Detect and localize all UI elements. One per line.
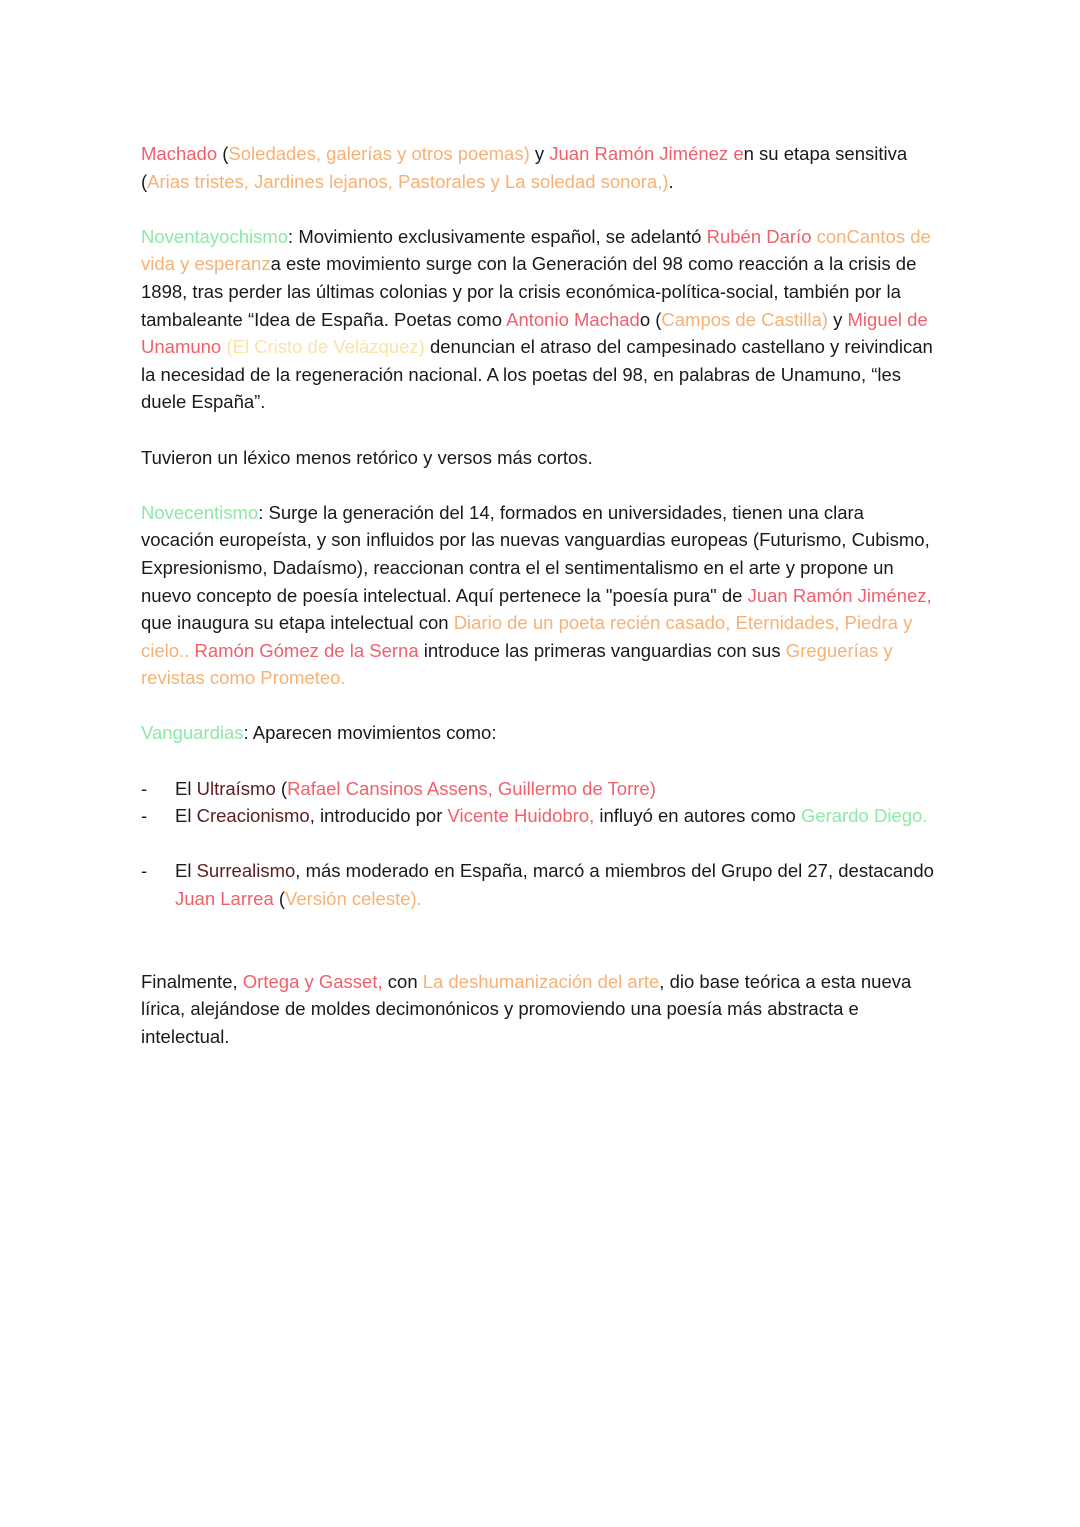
text-segment-text: Tuvieron un léxico menos retórico y versos más cortos.	[141, 446, 593, 468]
text-segment-work: Arias tristes, Jardines lejanos, Pastorales y La soledad sonora,)	[147, 170, 669, 192]
text-segment-work: Campos de Castilla)	[661, 308, 828, 330]
text-segment-author: Ortega y Gasset,	[242, 970, 383, 992]
paragraph-noventayochismo	[141, 223, 941, 416]
text-segment-work: conCantos de vida y esperanz	[141, 225, 931, 275]
paragraph-lexico	[141, 444, 941, 472]
text-segment-text: (	[275, 777, 288, 799]
text-segment-pale: (El Cristo de Velázquez)	[221, 336, 425, 358]
text-segment-author: Machado	[141, 143, 218, 164]
text-segment-author: Juan Ramón Jiménez,	[747, 584, 932, 606]
text-segment-text: : Surge la generación del 14, formados en universidades, tienen una clara vocación europeísta, y son influidos por las nuevas vanguardias europeas (Futurismo, Cubismo, Expresionismo, Dadaísmo), reaccionan contra el el sentimentalismo en el arte y propone un nuevo concepto de poesía intelectual. Aquí pertenece la "poesía pura" de	[141, 501, 930, 606]
text-segment-text: , dio base teórica a esta nueva lírica, alejándose de moldes decimonónicos y promoviendo una poesía más abstracta e intelectual.	[141, 970, 912, 1047]
text-segment-text: .	[668, 170, 674, 192]
document-body	[141, 140, 941, 1078]
paragraph-ortega	[141, 968, 941, 1051]
text-segment-work: Diario de un poeta recién casado, Eternidades, Piedra y cielo..	[141, 612, 913, 661]
text-segment-text: a este movimiento surge con la Generación del 98 como reacción a la crisis de 1898, tras perder las últimas colonias y por la crisis económica-política-social, también por la tambaleante “Idea de España. Poetas como	[141, 253, 917, 330]
text-segment-text: y	[827, 308, 848, 330]
text-segment-text: : Movimiento exclusivamente español, se adelantó	[288, 225, 707, 247]
text-segment-author: Ramón Gómez de la Serna	[194, 639, 419, 661]
text-segment-text: introduce las primeras vanguardias con sus	[418, 639, 786, 661]
list-item-ultraismo	[141, 775, 941, 803]
text-segment-text: El	[175, 777, 197, 799]
text-segment-work: Greguerías y revistas como Prometeo.	[141, 639, 893, 689]
text-segment-text: El	[175, 805, 197, 827]
text-segment-movement: Novecentismo	[141, 501, 259, 523]
text-segment-text: que inaugura su etapa intelectual con	[141, 612, 454, 634]
text-segment-work: La deshumanización del arte	[422, 970, 660, 992]
text-segment-text: o (	[639, 308, 662, 330]
text-segment-author: Vicente Huidobro,	[447, 805, 595, 827]
paragraph-machado-jrj	[141, 140, 941, 195]
text-segment-text: y	[529, 143, 550, 164]
vanguardias-list	[141, 775, 941, 913]
paragraph-novecentismo	[141, 499, 941, 692]
text-segment-movement: Gerardo Diego.	[800, 805, 928, 827]
text-segment-text: con	[382, 970, 423, 992]
text-segment-movement_dark: Ultraísmo	[196, 777, 276, 799]
text-segment-author: Rubén Darío	[706, 225, 812, 247]
text-segment-text: influyó en autores como	[594, 805, 801, 827]
text-segment-text: denuncian el atraso del campesinado castellano y reivindican la necesidad de la regeneración nacional. A los poetas del 98, en palabras de Unamuno, “les duele España”.	[141, 336, 933, 413]
text-segment-author: Rafael Cansinos Assens, Guillermo de Torre)	[287, 777, 656, 799]
text-segment-work: Versión celeste).	[285, 888, 422, 910]
text-segment-text: , introducido por	[309, 805, 448, 827]
text-segment-text: n su etapa sensitiva (	[141, 143, 908, 192]
text-segment-author: Juan Ramón Jiménez e	[549, 143, 744, 164]
text-segment-movement_dark: Surrealismo	[196, 860, 296, 882]
text-segment-text: El	[175, 860, 197, 882]
text-segment-author: Juan Larrea	[175, 888, 274, 910]
text-segment-text: (	[217, 143, 229, 164]
text-segment-work: Soledades, galerías y otros poemas)	[228, 143, 530, 164]
text-segment-author: Antonio Machad	[506, 308, 640, 330]
text-segment-movement: Vanguardias	[141, 722, 244, 744]
text-segment-movement_dark: Creacionismo	[196, 805, 310, 827]
text-segment-author: Miguel de Unamuno	[141, 308, 928, 358]
text-segment-text: (	[273, 888, 286, 910]
text-segment-text: , más moderado en España, marcó a miembros del Grupo del 27, destacando	[295, 860, 934, 882]
list-item-creacionismo	[141, 802, 941, 830]
paragraph-vanguardias	[141, 719, 941, 747]
text-segment-text: Finalmente,	[141, 970, 243, 992]
text-segment-movement: Noventayochismo	[141, 225, 289, 247]
list-item-surrealismo	[141, 857, 941, 912]
text-segment-text: : Aparecen movimientos como:	[243, 722, 497, 744]
